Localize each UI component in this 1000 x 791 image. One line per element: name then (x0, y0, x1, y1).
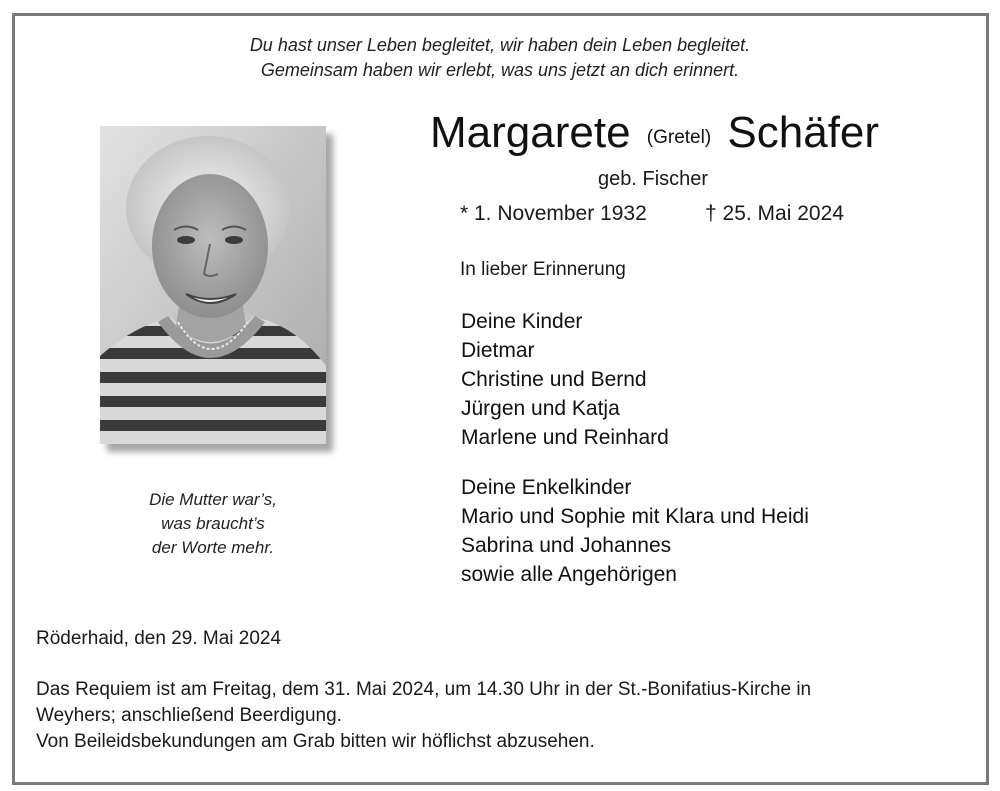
motto-line-2: Gemeinsam haben wir erlebt, was uns jetzt an dich erinnert. (260, 60, 740, 80)
children-list (461, 307, 669, 452)
notice-line-2: Weyhers; anschließend Beerdigung. (36, 705, 342, 726)
death-date: † 25. Mai 2024 (705, 202, 844, 225)
birth-date: * 1. November 1932 (460, 202, 647, 225)
list-item: Mario und Sophie mit Klara und Heidi (461, 505, 809, 528)
list-item: Christine und Bernd (461, 368, 647, 391)
quote-line-3: der Worte mehr. (151, 538, 275, 557)
list-item: sowie alle Angehörigen (461, 563, 677, 586)
memory-label: In lieber Erinnerung (460, 259, 626, 280)
notice-line-3: Von Beileidsbekundungen am Grab bitten wir höflichst abzusehen. (36, 731, 595, 752)
portrait-photo (100, 126, 326, 444)
place-date: Röderhaid, den 29. Mai 2024 (36, 628, 282, 649)
list-item: Sabrina und Johannes (461, 534, 672, 557)
list-item: Jürgen und Katja (461, 397, 620, 420)
list-item: Deine Enkelkinder (461, 476, 632, 499)
deceased-name (430, 106, 879, 165)
list-item: Dietmar (461, 339, 535, 362)
nickname: (Gretel) (646, 127, 712, 148)
quote-line-1: Die Mutter war’s, (149, 490, 277, 509)
notice-line-1: Das Requiem ist am Freitag, dem 31. Mai 2024, um 14.30 Uhr in der St.-Bonifatius-Kirche in (36, 679, 812, 700)
funeral-notice (36, 677, 956, 755)
grandchildren-list (461, 473, 809, 589)
motto-line-1: Du hast unser Leben begleitet, wir haben dein Leben begleitet. (249, 35, 751, 55)
portrait-image (100, 126, 326, 444)
birth-name: geb. Fischer (598, 168, 709, 190)
list-item: Deine Kinder (461, 310, 583, 333)
last-name: Schäfer (727, 108, 880, 157)
first-name: Margarete (430, 108, 631, 157)
quote-line-2: was braucht’s (161, 514, 265, 533)
list-item: Marlene und Reinhard (461, 426, 669, 449)
